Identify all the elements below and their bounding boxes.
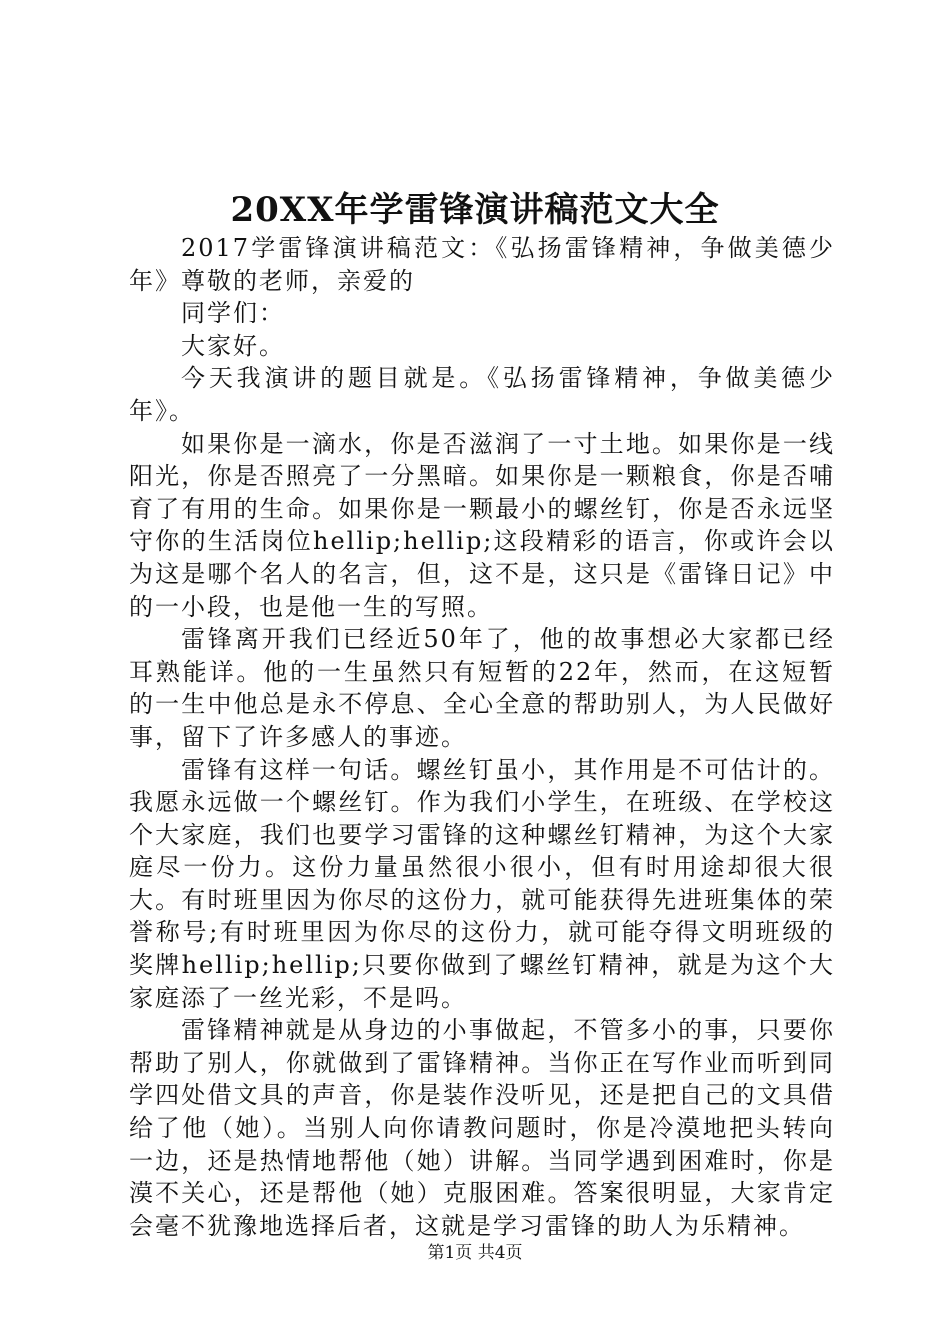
paragraph-water-drop: 如果你是一滴水，你是否滋润了一寸土地。如果你是一线阳光，你是否照亮了一分黑暗。如果你是一颗粮食，你是否哺育了有用的生命。如果你是一颗最小的螺丝钉，你是否永远坚守你的生活岗位hellip;hellip;这段精彩的语言，你或许会以为这是哪个名人的名言，但，这不是，这只是《雷锋日记》中的一小段，也是他一生的写照。 xyxy=(129,429,835,621)
paragraph-screw: 雷锋有这样一句话。螺丝钉虽小，其作用是不可估计的。我愿永远做一个螺丝钉。作为我们小学生，在班级、在学校这个大家庭，我们也要学习雷锋的这种螺丝钉精神，为这个大家庭尽一份力。这份力量虽然很小很小，但有时用途却很大很大。有时班里因为你尽的这份力，就可能获得先进班集体的荣誉称号;有时班里因为你尽的这份力，就可能夺得文明班级的奖牌hellip;hellip;只要你做到了螺丝钉精神，就是为这个大家庭添了一丝光彩，不是吗。 xyxy=(129,755,835,1012)
document-body xyxy=(129,232,835,1242)
paragraph-small-things: 雷锋精神就是从身边的小事做起，不管多小的事，只要你帮助了别人，你就做到了雷锋精神。当你正在写作业而听到同学四处借文具的声音，你是装作没听见，还是把自己的文具借给了他（她）。当别人向你请教问题时，你是冷漠地把头转向一边，还是热情地帮他（她）讲解。当同学遇到困难时，你是漠不关心，还是帮他（她）克服困难。答案很明显，大家肯定会毫不犹豫地选择后者，这就是学习雷锋的助人为乐精神。 xyxy=(129,1016,835,1240)
page-footer: 第1页 共4页 xyxy=(427,1243,523,1263)
paragraph-leifeng-life: 雷锋离开我们已经近50年了，他的故事想必大家都已经耳熟能详。他的一生虽然只有短暂的22年，然而，在这短暂的一生中他总是永不停息、全心全意的帮助别人，为人民做好事，留下了许多感人的事迹。 xyxy=(129,625,835,751)
document-title: 20XX年学雷锋演讲稿范文大全 xyxy=(230,190,720,230)
paragraph-greeting: 大家好。 xyxy=(181,331,285,360)
paragraph-intro: 2017学雷锋演讲稿范文：《弘扬雷锋精神，争做美德少年》尊敬的老师，亲爱的 xyxy=(129,234,835,295)
paragraph-topic: 今天我演讲的题目就是。《弘扬雷锋精神，争做美德少年》。 xyxy=(129,364,835,425)
paragraph-salutation: 同学们： xyxy=(181,299,285,328)
